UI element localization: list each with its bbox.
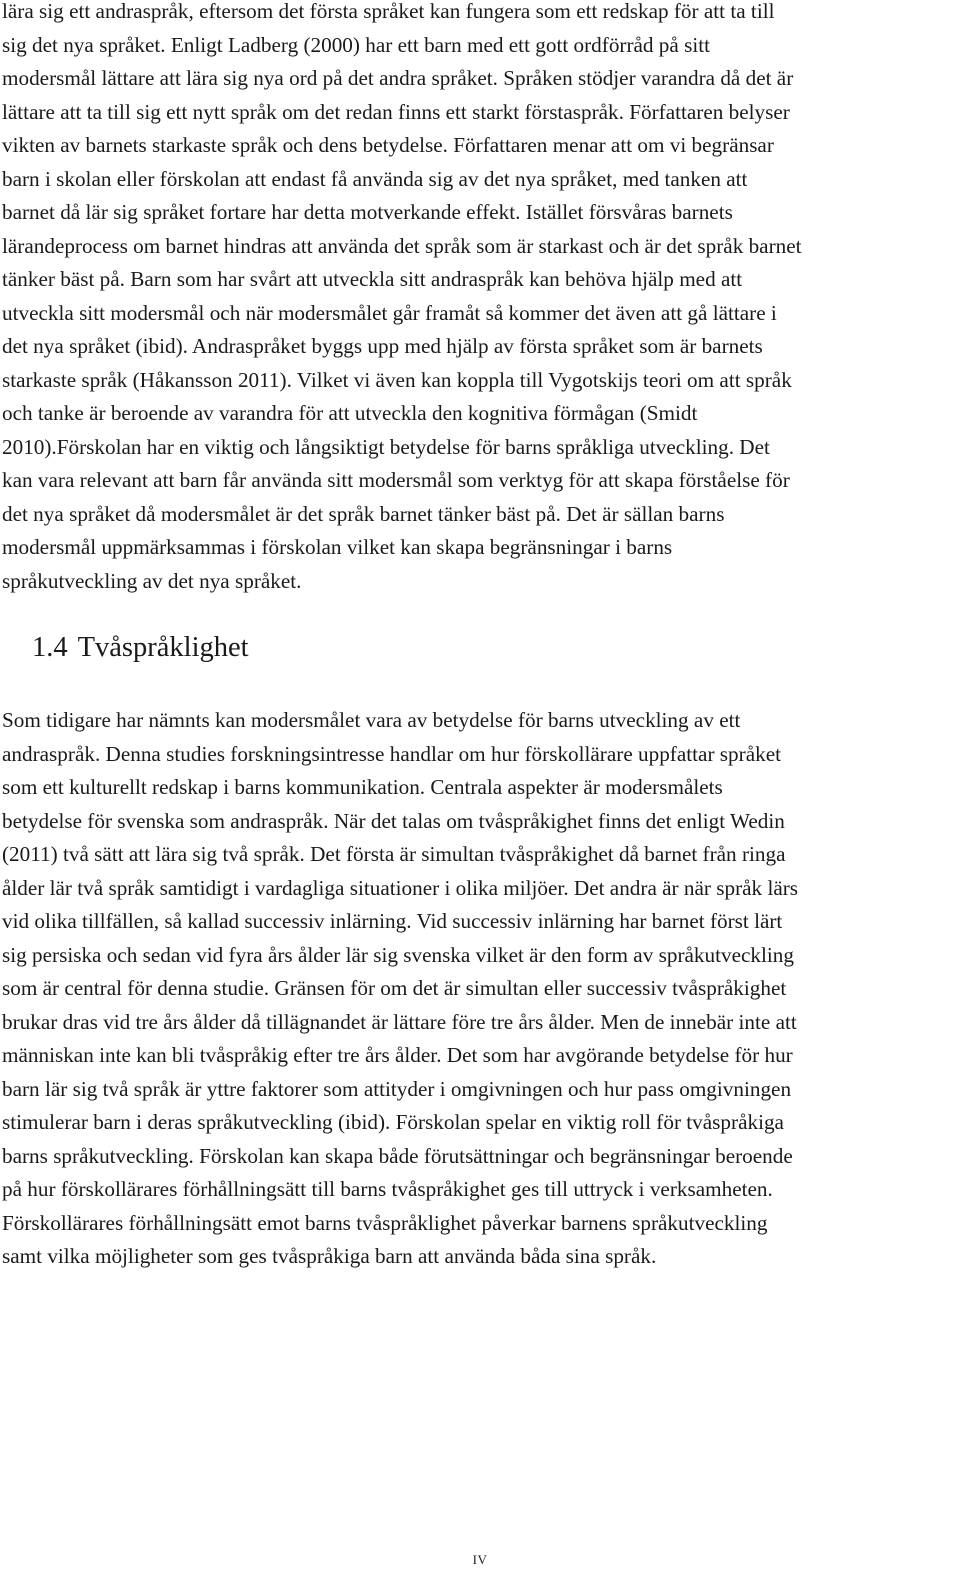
text-line: starkaste språk (Håkansson 2011). Vilket vi även kan koppla till Vygotskijs teori om att språk [2, 367, 792, 392]
text-line: betydelse för svenska som andraspråk. När det talas om tvåspråkighet finns det enligt Wedin [2, 808, 785, 833]
text-line: det nya språket då modersmålet är det språk barnet tänker bäst på. Det är sällan barns [2, 501, 725, 526]
text-line: (2011) två sätt att lära sig två språk. Det första är simultan tvåspråkighet då barnet från ringa [2, 842, 786, 866]
text-line: som ett kulturellt redskap i barns kommunikation. Centrala aspekter är modersmålets [2, 775, 723, 799]
text-line: lärandeprocess om barnet hindras att använda det språk som är starkast och är det språk barnet [2, 233, 802, 258]
text-line: och tanke är beroende av varandra för att utveckla den kognitiva förmågan (Smidt [2, 401, 698, 425]
text-line: sig det nya språket. Enligt Ladberg (2000) har ett barn med ett gott ordförråd på sitt [2, 32, 711, 57]
text-line: människan inte kan bli tvåspråkig efter tre års ålder. Det som har avgörande betydelse för hur [2, 1043, 793, 1067]
text-line: det nya språket (ibid). Andraspråket byggs upp med hjälp av första språket som är barnets [2, 334, 763, 358]
body-paragraph [2, 704, 958, 1274]
section-title: Tvåspråklighet [77, 632, 249, 663]
text-line: språkutveckling av det nya språket. [2, 568, 302, 593]
text-line: 2010).Förskolan har en viktig och långsiktigt betydelse för barns språkliga utveckling. Det [2, 434, 770, 459]
text-line: vikten av barnets starkaste språk och dens betydelse. Författaren menar att om vi begränsar [2, 133, 774, 157]
page-number: IV [472, 1552, 488, 1567]
text-line: kan vara relevant att barn får använda sitt modersmål som verktyg för att skapa förståelse för [2, 468, 790, 492]
text-line: stimulerar barn i deras språkutveckling (ibid). Förskolan spelar en viktig roll för tvåspråkiga [2, 1110, 784, 1134]
body-paragraph [2, 0, 958, 598]
text-line: lättare att ta till sig ett nytt språk om det redan finns ett starkt förstaspråk. Författaren belyser [2, 99, 790, 124]
text-line: barn lär sig två språk är yttre faktorer som attityder i omgivningen och hur pass omgivningen [2, 1076, 792, 1101]
text-line: modersmål lättare att lära sig nya ord på det andra språket. Språken stödjer varandra då det är [2, 66, 794, 90]
text-line: brukar dras vid tre års ålder då tillägnandet är lättare före tre års ålder. Men de innebär inte att [2, 1009, 797, 1034]
text-line: modersmål uppmärksammas i förskolan vilket kan skapa begränsningar i barns [2, 535, 673, 559]
text-line: samt vilka möjligheter som ges tvåspråkiga barn att använda båda sina språk. [2, 1244, 657, 1268]
text-line: tänker bäst på. Barn som har svårt att utveckla sitt andraspråk kan behöva hjälp med att [2, 267, 743, 291]
section-number: 1.4 [32, 632, 68, 663]
text-line: ålder lär två språk samtidigt i vardagliga situationer i olika miljöer. Det andra är när språk lärs [2, 875, 799, 900]
text-line: barnet då lär sig språket fortare har detta motverkande effekt. Istället försvåras barnets [2, 200, 733, 224]
text-line: barns språkutveckling. Förskolan kan skapa både förutsättningar och begränsningar beroende [2, 1143, 793, 1168]
text-line: andraspråk. Denna studies forskningsintresse handlar om hur förskollärare uppfattar språket [2, 741, 781, 766]
text-line: vid olika tillfällen, så kallad successiv inlärning. Vid successiv inlärning har barnet först lärt [2, 909, 783, 933]
section-heading [32, 628, 249, 668]
text-line: på hur förskollärares förhållningsätt till barns tvåspråkighet ges till uttryck i verksamheten. [2, 1177, 773, 1201]
text-line: barn i skolan eller förskolan att endast få använda sig av det nya språket, med tanken att [2, 166, 748, 191]
text-line: lära sig ett andraspråk, eftersom det första språket kan fungera som ett redskap för att ta till [2, 0, 775, 23]
text-line: utveckla sitt modersmål och när modersmålet går framåt så kommer det även att gå lättare i [2, 300, 777, 325]
text-line: sig persiska och sedan vid fyra års ålder lär sig svenska vilket är den form av språkutveckling [2, 942, 794, 967]
text-line: som är central för denna studie. Gränsen för om det är simultan eller successiv tvåspråkighet [2, 976, 787, 1000]
text-line: Som tidigare har nämnts kan modersmålet vara av betydelse för barns utveckling av ett [2, 708, 741, 732]
text-line: Förskollärares förhållningsätt emot barns tvåspråklighet påverkar barnens språkutveckling [2, 1210, 768, 1235]
